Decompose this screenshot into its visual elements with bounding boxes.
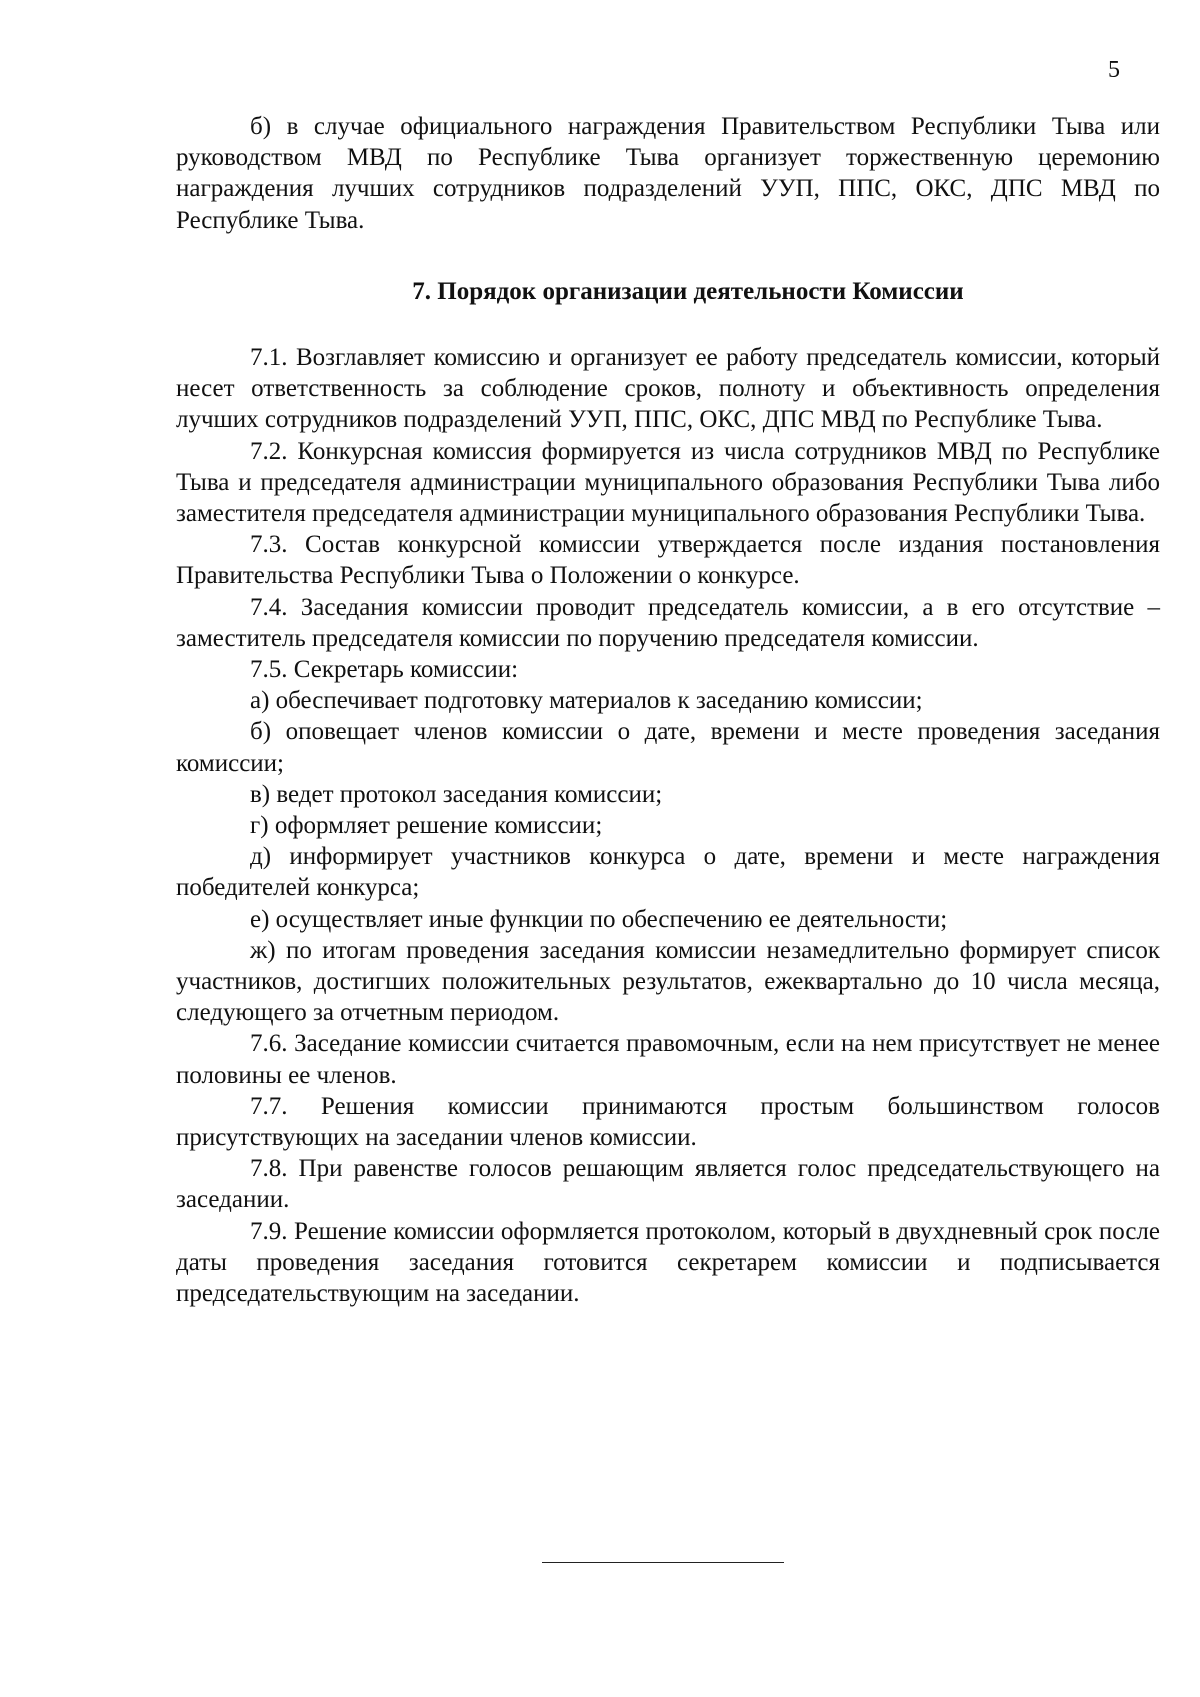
paragraph-7-4: 7.4. Заседания комиссии проводит председатель комиссии, а в его отсутствие – заместитель председателя комиссии по поручению председателя комиссии. bbox=[176, 593, 1160, 652]
list-item-v: в) ведет протокол заседания комиссии; bbox=[250, 780, 663, 808]
end-divider bbox=[542, 1562, 784, 1563]
list-item-a: а) обеспечивает подготовку материалов к заседанию комиссии; bbox=[250, 687, 923, 715]
intro-block bbox=[176, 111, 1160, 236]
paragraph-7-7: 7.7. Решения комиссии принимаются простым большинством голосов присутствующих на заседании членов комиссии. bbox=[176, 1092, 1160, 1152]
list-item-e: е) осуществляет иные функции по обеспечению ее деятельности; bbox=[250, 905, 948, 933]
list-item-zh: ж) по итогам проведения заседания комиссии незамедлительно формирует список участников, достигших положительных результатов, ежеквартально до 10 числа месяца, следующего за отчетным периодом. bbox=[176, 936, 1160, 1027]
section-title: 7. Порядок организации деятельности Комиссии bbox=[412, 278, 964, 305]
list-item-g: г) оформляет решение комиссии; bbox=[250, 812, 603, 840]
paragraph-7-6: 7.6. Заседание комиссии считается правомочным, если на нем присутствует не менее половины ее членов. bbox=[176, 1030, 1160, 1089]
paragraph-7-5: 7.5. Секретарь комиссии: bbox=[250, 656, 519, 684]
list-item-d: д) информирует участников конкурса о дате, времени и месте награждения победителей конкурса; bbox=[176, 843, 1160, 902]
paragraph-7-9: 7.9. Решение комиссии оформляется протоколом, который в двухдневный срок после даты проведения заседания готовится секретарем комиссии и подписывается председательствующим на заседании. bbox=[176, 1217, 1160, 1308]
paragraph-7-3: 7.3. Состав конкурсной комиссии утверждается после издания постановления Правительства Республики Тыва о Положении о конкурсе. bbox=[176, 531, 1160, 590]
page-number: 5 bbox=[1108, 57, 1120, 83]
list-item-b: б) оповещает членов комиссии о дате, времени и месте проведения заседания комиссии; bbox=[176, 718, 1160, 777]
intro-paragraph: б) в случае официального награждения Правительством Республики Тыва или руководством МВД по Республике Тыва организует торжественную церемонию награждения лучших сотрудников подразделений УУП, ППС, ОКС, ДПС МВД по Республике Тыва. bbox=[176, 113, 1160, 234]
paragraph-7-1: 7.1. Возглавляет комиссию и организует ее работу председатель комиссии, который несет ответственность за соблюдение сроков, полноту и объективность определения лучших сотрудников подразделений УУП, ППС, ОКС, ДПС МВД по Республике Тыва. bbox=[176, 344, 1160, 434]
section-body bbox=[176, 342, 1160, 1309]
paragraph-7-8: 7.8. При равенстве голосов решающим является голос председательствующего на заседании. bbox=[176, 1155, 1160, 1214]
paragraph-7-2: 7.2. Конкурсная комиссия формируется из числа сотрудников МВД по Республике Тыва и председателя администрации муниципального образования Республики Тыва либо заместителя председателя администрации муниципального образования Республики Тыва. bbox=[176, 437, 1160, 528]
